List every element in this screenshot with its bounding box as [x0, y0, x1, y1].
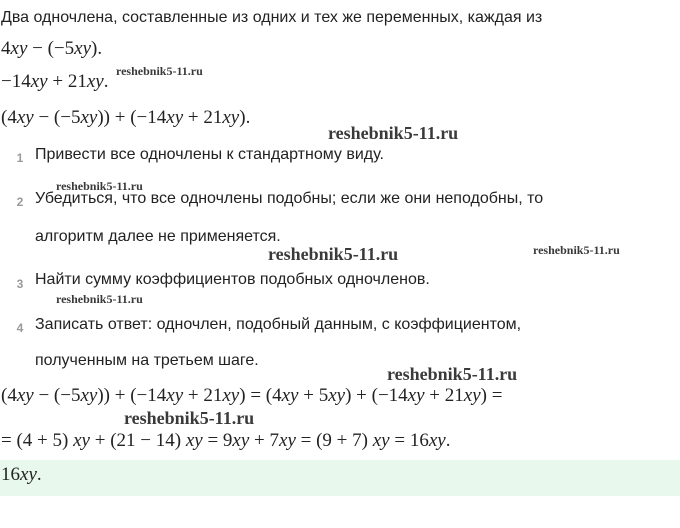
step-1-text: Привести все одночлены к стандартному виду.: [35, 146, 384, 163]
expression-2: −14xy + 21xy.: [1, 71, 109, 92]
answer-text: 16xy.: [1, 464, 42, 485]
watermark: reshebnik5-11.ru: [533, 243, 620, 257]
step-number-2: 2: [16, 195, 24, 209]
watermark: reshebnik5-11.ru: [56, 179, 143, 193]
step-number-3: 3: [16, 277, 24, 291]
watermark: reshebnik5-11.ru: [387, 364, 518, 384]
step-2-text-line-1: Убедиться, что все одночлены подобны; если же они неподобны, то: [35, 190, 544, 207]
expression-1: 4xy − (−5xy).: [1, 38, 103, 59]
step-3-text: Найти сумму коэффициентов подобных одночленов.: [35, 271, 430, 288]
step-number-4: 4: [16, 321, 24, 335]
solution-line-2: = (4 + 5) xy + (21 − 14) xy = 9xy + 7xy = (9 + 7) xy = 16xy.: [1, 430, 451, 451]
step-number-1: 1: [16, 151, 24, 165]
step-4-text-line-1: Записать ответ: одночлен, подобный данным, с коэффициентом,: [35, 316, 522, 333]
solution-line-1: (4xy − (−5xy)) + (−14xy + 21xy) = (4xy + 5xy) + (−14xy + 21xy) =: [1, 385, 503, 406]
step-4-text-line-2: полученным на третьем шаге.: [35, 352, 259, 369]
step-2-text-line-2: алгоритм далее не применяется.: [35, 228, 281, 245]
expression-3: (4xy − (−5xy)) + (−14xy + 21xy).: [1, 107, 251, 128]
watermark: reshebnik5-11.ru: [268, 244, 399, 264]
watermark: reshebnik5-11.ru: [328, 123, 459, 143]
watermark: reshebnik5-11.ru: [56, 292, 143, 306]
watermark: reshebnik5-11.ru: [124, 408, 255, 428]
intro-text: Два одночлена, составленные из одних и тех же переменных, каждая из: [1, 9, 543, 26]
watermark: reshebnik5-11.ru: [116, 64, 203, 78]
answer-box: [0, 460, 680, 496]
